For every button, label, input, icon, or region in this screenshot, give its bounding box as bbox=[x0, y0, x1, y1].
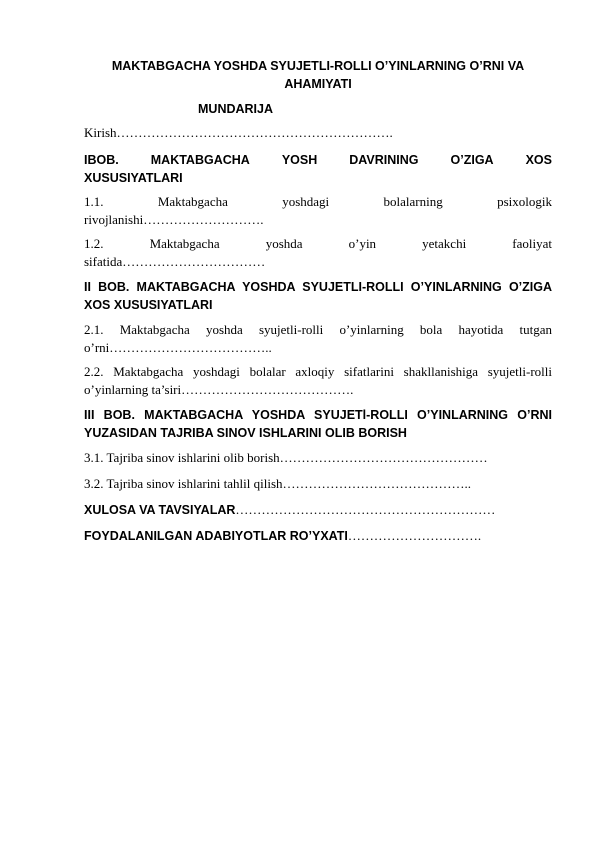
toc-word: Maktabgacha bbox=[149, 236, 220, 251]
toc-entry-line bbox=[84, 193, 552, 211]
toc-entry-section-1-1 bbox=[84, 193, 552, 229]
toc-word: XOS bbox=[525, 153, 552, 167]
toc-entry-section-3-1: 3.1. Tajriba sinov ishlarini olib borish………………………………………… bbox=[84, 450, 488, 465]
toc-entry-chapter-3: III BOB. MAKTABGACHA YOSHDA SYUJETl-ROLLI O’YINLARNING O’RNI YUZASIDAN TAJRIBA SINOV ISHLARINI OLIB BORISH bbox=[84, 408, 552, 440]
toc-entry-line bbox=[84, 235, 552, 253]
toc-word: faoliyat bbox=[512, 236, 552, 251]
toc-entry-line: rivojlanishi………………………. bbox=[84, 212, 264, 227]
toc-entry-line: sifatida…………………………… bbox=[84, 254, 266, 269]
toc-word: DAVRINING bbox=[349, 153, 419, 167]
toc-entry-section-2-1: 2.1. Maktabgacha yoshda syujetli-rolli o’yinlarning bola hayotida tutgan o’rni……………………………….. bbox=[84, 322, 552, 355]
toc-word: 1.2. bbox=[84, 236, 104, 251]
toc-entry-section-2-2: 2.2. Maktabgacha yoshdagi bolalar axloqiy sifatlarini shakllanishiga syujetli-rolli o’yinlarning ta’siri…………………………………. bbox=[84, 364, 552, 397]
toc-word: bolalarning bbox=[383, 194, 443, 209]
toc-entry-line: XUSUSIYATLARI bbox=[84, 171, 183, 185]
toc-word: o’yin bbox=[348, 236, 377, 251]
toc-entry-references-title: FOYDALANILGAN ADABIYOTLAR RO’YXATI bbox=[84, 529, 348, 543]
toc-word: IBOB. bbox=[84, 153, 119, 167]
toc-word: MAKTABGACHA bbox=[150, 153, 250, 167]
toc-word: O’ZIGA bbox=[450, 153, 494, 167]
toc-entry-chapter-1 bbox=[84, 151, 552, 187]
toc-word: yoshdagi bbox=[282, 194, 330, 209]
toc-dot-leader: …………………………………………………… bbox=[235, 502, 496, 517]
toc-word: YOSH bbox=[281, 153, 318, 167]
toc-entry-conclusion bbox=[84, 501, 552, 519]
toc-entry-section-3-2: 3.2. Tajriba sinov ishlarini tahlil qilish…………………………………….. bbox=[84, 476, 472, 491]
toc-entry-references bbox=[84, 527, 552, 545]
toc-word: psixologik bbox=[497, 194, 552, 209]
toc-word: Maktabgacha bbox=[157, 194, 228, 209]
toc-entry-introduction: Kirish………………………………………………………. bbox=[84, 125, 393, 140]
document-title: MAKTABGACHA YOSHDA SYUJETLI-ROLLI O’YINLARNING O’RNI VA AHAMIYATI bbox=[111, 59, 525, 91]
toc-word: yetakchi bbox=[422, 236, 467, 251]
toc-entry-chapter-2: II BOB. MAKTABGACHA YOSHDA SYUJETLI-ROLLI O’YINLARNING O’ZIGA XOS XUSUSIYATLARI bbox=[84, 280, 552, 312]
toc-entry-line bbox=[84, 151, 552, 169]
toc-word: yoshda bbox=[265, 236, 303, 251]
toc-entry-conclusion-title: XULOSA VA TAVSIYALAR bbox=[84, 503, 236, 517]
toc-dot-leader: …………………………. bbox=[347, 528, 482, 543]
toc-entry-section-1-2 bbox=[84, 235, 552, 271]
toc-word: 1.1. bbox=[84, 194, 104, 209]
contents-heading: MUNDARIJA bbox=[198, 102, 273, 116]
